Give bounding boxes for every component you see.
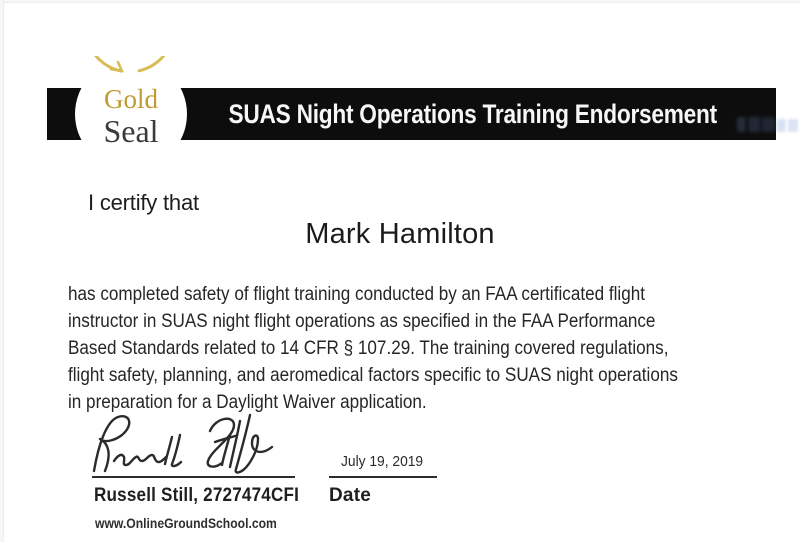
paragraph-line: in preparation for a Daylight Waiver application.	[68, 392, 427, 413]
signature-line	[92, 476, 295, 478]
certify-text: I certify that	[88, 190, 199, 215]
paragraph-line: has completed safety of flight training conducted by an FAA certificated flight	[68, 284, 645, 305]
logo-word-gold: Gold	[104, 84, 158, 114]
date-line	[329, 476, 437, 478]
faint-watermark-artifact	[737, 117, 775, 132]
paragraph-line: instructor in SUAS night flight operations as specified in the FAA Performance	[68, 311, 656, 332]
header-title: SUAS Night Operations Training Endorsement	[228, 98, 718, 129]
date-label: Date	[329, 485, 371, 506]
signatory-name: Russell Still, 2727474CFI	[94, 485, 300, 506]
faint-watermark-artifact-tail	[777, 119, 798, 132]
header-title-wrap	[170, 88, 776, 140]
paragraph-line: flight safety, planning, and aeromedical factors specific to SUAS night operations	[68, 365, 678, 386]
paragraph-line: Based Standards related to 14 CFR § 107.29. The training covered regulations,	[68, 338, 669, 359]
gold-seal-logo	[73, 56, 189, 172]
page-left-edge	[0, 0, 4, 542]
page-top-edge	[0, 0, 800, 3]
website-url: www.OnlineGroundSchool.com	[95, 516, 277, 531]
recipient-name: Mark Hamilton	[305, 218, 495, 250]
date-value: July 19, 2019	[341, 453, 424, 470]
endorsement-paragraph	[68, 281, 678, 416]
logo-word-seal: Seal	[103, 113, 159, 149]
handwritten-signature	[84, 408, 304, 482]
